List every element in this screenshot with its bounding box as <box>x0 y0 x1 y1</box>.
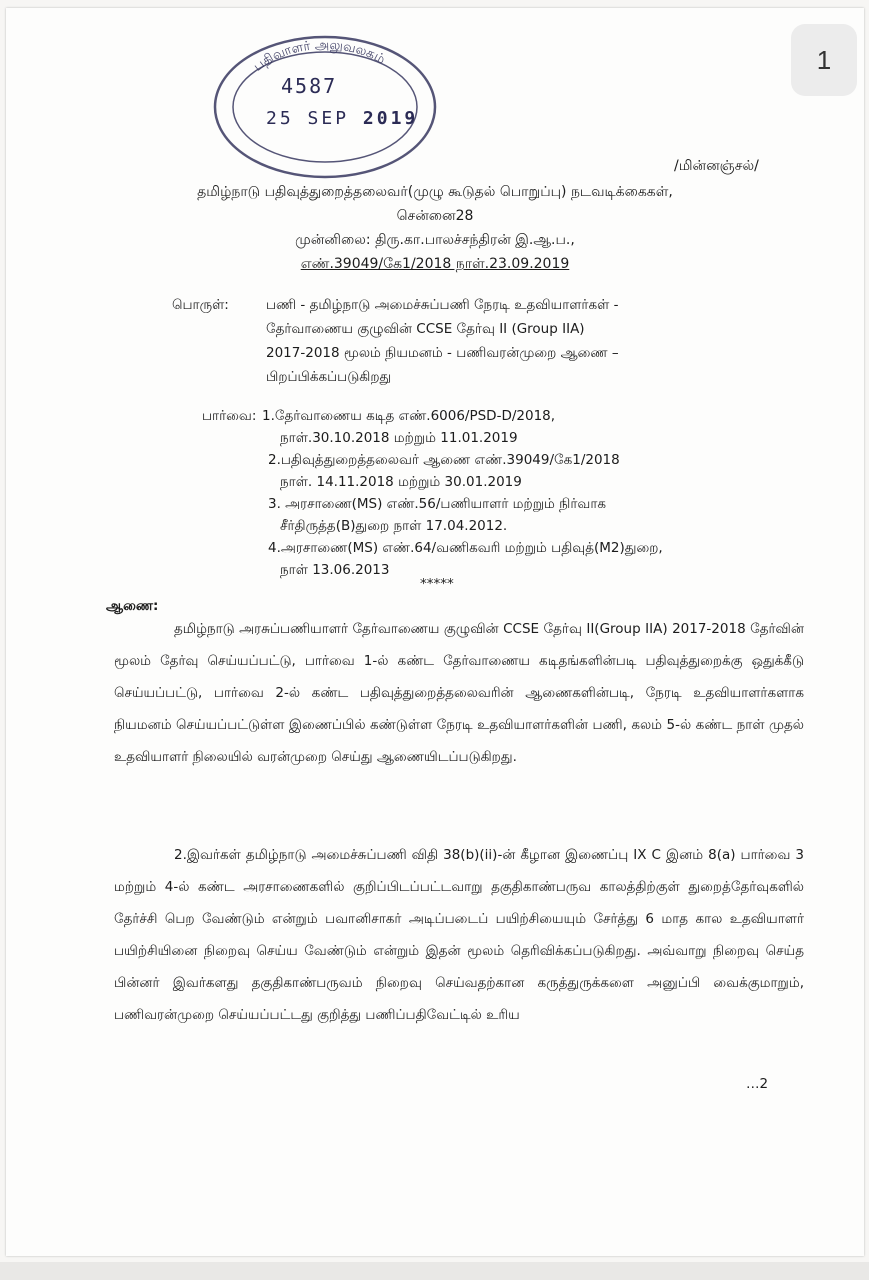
reference-item: 1.தேர்வாணைய கடித எண்.6006/PSD-D/2018, <box>262 408 556 424</box>
subject-label: பொருள்: <box>172 297 229 313</box>
header-line2: சென்னை28 <box>396 208 474 224</box>
reference-item: சீர்திருத்த(B)துறை நாள் 17.04.2012. <box>280 518 508 534</box>
reference-item: நாள். 14.11.2018 மற்றும் 30.01.2019 <box>280 474 522 490</box>
reference-item: 4.அரசாணை(MS) எண்.64/வணிகவரி மற்றும் பதிவுத்(M2)துறை, <box>268 540 663 556</box>
header-line1: தமிழ்நாடு பதிவுத்துறைத்தலைவர்(முழு கூடுதல் பொறுப்பு) நடவடிக்கைகள், <box>197 184 673 200</box>
stamp-ring-text: பதிவாளர் அலுவலகம் <box>250 37 388 75</box>
order-paragraph-1: தமிழ்நாடு அரசுப்பணியாளர் தேர்வாணைய குழுவின் CCSE தேர்வு II(Group IIA) 2017-2018 தேர்வின் மூலம் தேர்வு செய்யப்பட்டு, பார்வை 1-ல் கண்ட தேர்வாணைய கடிதங்களின்படி பதிவுத்துறைக்கு ஒதுக்கீடு செய்யப்பட்டு, பார்வை 2-ல் கண்ட பதிவுத்துறைத்தலைவரின் ஆணைகளின்படி, நேரடி உதவியாளர்களாக நியமனம் செய்யப்பட்டுள்ள இணைப்பில் கண்டுள்ள நேரடி உதவியாளர்களின் பணி, கலம் 5-ல் கண்ட நாள் முதல் உதவியாளர் நிலையில் வரன்முறை செய்து ஆணையிடப்படுகிறது. <box>114 621 804 765</box>
document-page <box>6 8 864 1256</box>
order-paragraph-2: 2.இவர்கள் தமிழ்நாடு அமைச்சுப்பணி விதி 38(b)(ii)-ன் கீழான இணைப்பு IX C இனம் 8(a) பார்வை 3 மற்றும் 4-ல் கண்ட அரசாணைகளில் குறிப்பிடப்பட்டவாறு தகுதிகாண்பருவ காலத்திற்குள் துறைத்தேர்வுகளில் தேர்ச்சி பெற வேண்டும் என்றும் பவானிசாகர் அடிப்படைப் பயிற்சியையும் சேர்த்து 6 மாத கால உதவியாளர் பயிற்சியினை நிறைவு செய்ய வேண்டும் என்றும் இதன் மூலம் தெரிவிக்கப்படுகிறது. அவ்வாறு நிறைவு செய்த பின்னர் இவர்களது தகுதிகாண்பருவம் நிறைவு செய்வதற்கான கருத்துருக்களை அனுப்பி வைக்குமாறும், பணிவரன்முறை செய்யப்பட்டது குறித்து பணிப்பதிவேட்டில் உரிய <box>114 847 804 1023</box>
presence-line: முன்னிலை: திரு.கா.பாலச்சந்திரன் இ.ஆ.ப., <box>295 232 575 248</box>
reference-number: எண்.39049/கே1/2018 நாள்.23.09.2019 <box>300 256 570 272</box>
next-page-edge <box>0 1262 869 1280</box>
stamp-date-day: 25 <box>266 108 294 129</box>
reference-item: நாள் 13.06.2013 <box>280 562 390 578</box>
stamp-date <box>266 108 418 129</box>
email-tag: /மின்னஞ்சல்/ <box>674 158 759 174</box>
stamp-number: 4587 <box>281 74 338 98</box>
reference-item: 2.பதிவுத்துறைத்தலைவர் ஆணை எண்.39049/கே1/2018 <box>268 452 620 468</box>
subject-line: தேர்வாணைய குழுவின் CCSE தேர்வு II (Group IIA) <box>266 321 585 337</box>
office-stamp <box>210 32 440 182</box>
section-separator: ***** <box>420 576 454 592</box>
stamp-date-month: SEP <box>307 108 350 129</box>
subject-line: 2017-2018 மூலம் நியமனம் - பணிவரன்முறை ஆணை – <box>266 345 619 361</box>
reference-item: நாள்.30.10.2018 மற்றும் 11.01.2019 <box>280 430 518 446</box>
order-label: ஆணை: <box>106 598 159 614</box>
subject-line: பணி - தமிழ்நாடு அமைச்சுப்பணி நேரடி உதவியாளர்கள் - <box>266 297 619 313</box>
continuation-marker: …2 <box>746 1076 769 1092</box>
subject-line: பிறப்பிக்கப்படுகிறது <box>266 369 392 385</box>
svg-text:பதிவாளர் அலுவலகம் <box>251 38 388 75</box>
page-number-badge: 1 <box>791 24 857 96</box>
stamp-date-year: 2019 <box>362 108 419 129</box>
reference-item: 3. அரசாணை(MS) எண்.56/பணியாளர் மற்றும் நிர்வாக <box>268 496 607 512</box>
references-label: பார்வை: <box>202 408 257 424</box>
